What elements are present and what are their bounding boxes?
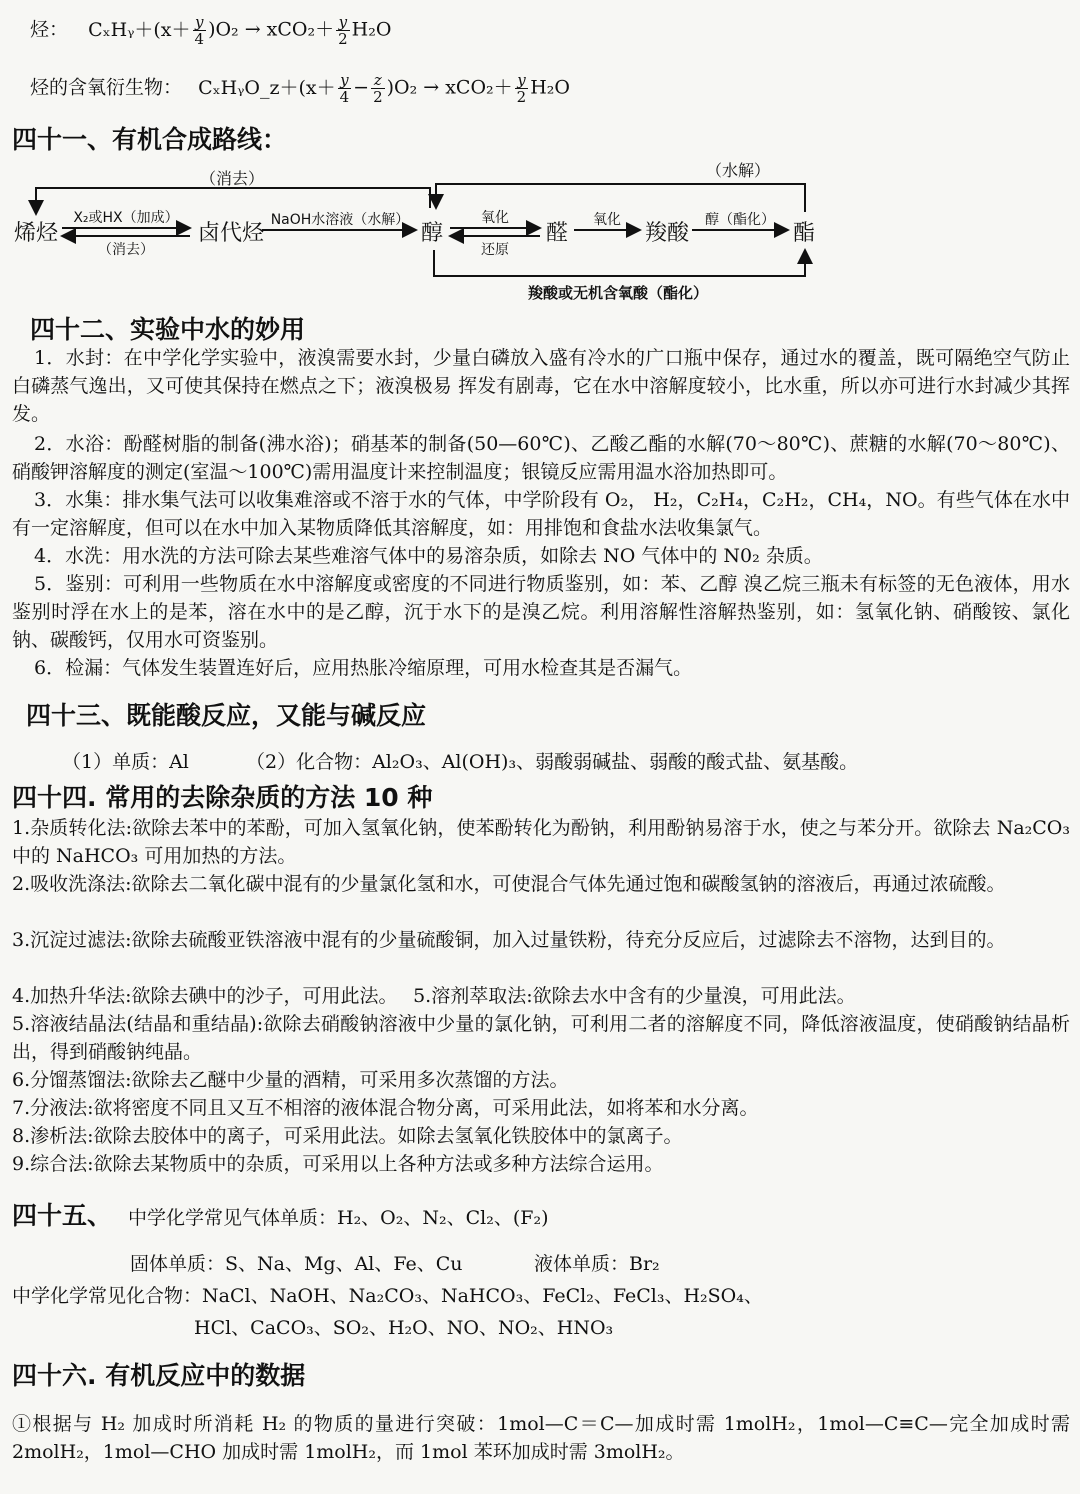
hydrocarbon-lhs: CₓHᵧ＋(x＋ bbox=[88, 18, 191, 41]
hydrolysis-loop-arrow bbox=[436, 184, 805, 212]
section-44-title: 四十四. 常用的去除杂质的方法 10 种 bbox=[12, 783, 433, 812]
hydrocarbon-rhs: H₂O bbox=[351, 18, 392, 41]
fraction-y-over-2: $\frac{y}{2}$ bbox=[516, 71, 527, 106]
addition-label: X₂或HX（加成） bbox=[73, 210, 179, 226]
oxidize-label-2: 氧化 bbox=[593, 212, 621, 228]
hydrocarbon-mid: )O₂ → xCO₂＋ bbox=[208, 18, 335, 41]
impurity-method-8: 8.渗析法:欲除去胶体中的离子，可采用此法。如除去氢氧化铁胶体中的氯离子。 bbox=[12, 1125, 683, 1147]
liquid-elements: 液体单质：Br₂ bbox=[534, 1253, 660, 1275]
node-ester: 酯 bbox=[793, 221, 816, 246]
impurity-method-3: 3.沉淀过滤法:欲除去硫酸亚铁溶液中混有的少量硫酸铜，加入过量铁粉，待充分反应后，过滤除去不溶物，达到目的。 bbox=[12, 929, 1006, 951]
hydrocarbon-formula bbox=[30, 14, 391, 47]
common-compounds-line-2: HCl、CaCO₃、SO₂、H₂O、NO、NO₂、HNO₃ bbox=[194, 1317, 614, 1339]
oxidize-label-1: 氧化 bbox=[481, 210, 509, 226]
solid-elements: 固体单质：S、Na、Mg、Al、Fe、Cu bbox=[130, 1253, 463, 1275]
fraction-z-over-2: $\frac{z}{2}$ bbox=[373, 71, 383, 106]
water-use-item-1: 1．水封：在中学化学实验中，液溴需要水封，少量白磷放入盛有冷水的广口瓶中保存，通过水的覆盖，既可隔绝空气防止白磷蒸气逸出，又可使其保持在燃点之下；液溴极易 挥发有剧毒，它在水中溶解度较小，比水重，所以亦可进行水封减少其挥发。 bbox=[12, 347, 1070, 425]
node-alkene: 烯烃 bbox=[14, 221, 59, 246]
organic-synthesis-diagram bbox=[0, 160, 1080, 310]
water-use-item-4: 4．水洗：用水洗的方法可除去某些难溶气体中的易溶杂质，如除去 NO 气体中的 N0₂ 杂质。 bbox=[34, 545, 823, 567]
common-gases: 中学化学常见气体单质：H₂、O₂、N₂、Cl₂、(F₂) bbox=[128, 1207, 549, 1229]
section-45-title: 四十五、 bbox=[12, 1201, 113, 1230]
common-compounds-line-1: 中学化学常见化合物：NaCl、NaOH、Na₂CO₃、NaHCO₃、FeCl₂、FeCl₃、H₂SO₄、 bbox=[12, 1285, 763, 1307]
h2-addition-data: ①根据与 H₂ 加成时所消耗 H₂ 的物质的量进行突破：1mol—C＝C—加成时需 1molH₂，1mol—C≡C—完全加成时需 2molH₂，1mol—CHO 加成时需 1molH₂，而 1mol 苯环加成时需 3molH₂。 bbox=[12, 1413, 1070, 1463]
hydrocarbon-label: 烃： bbox=[30, 18, 69, 41]
node-aldehyde: 醛 bbox=[546, 221, 569, 246]
impurity-method-7: 7.分液法:欲将密度不同且又互不相溶的液体混合物分离，可采用此法，如将苯和水分离。 bbox=[12, 1097, 759, 1119]
impurity-method-6: 6.分馏蒸馏法:欲除去乙醚中少量的酒精，可采用多次蒸馏的方法。 bbox=[12, 1069, 569, 1091]
oxy-label: 烃的含氧衍生物： bbox=[30, 76, 183, 99]
hydrolysis-top-label: （水解） bbox=[705, 161, 771, 180]
oxy-rhs: H₂O bbox=[530, 76, 570, 99]
oxy-minus: − bbox=[353, 76, 370, 99]
section-43-title: 四十三、既能酸反应，又能与碱反应 bbox=[26, 701, 427, 730]
fraction-y-over-4: $\frac{y}{4}$ bbox=[339, 71, 350, 106]
impurity-method-2: 2.吸收洗涤法:欲除去二氧化碳中混有的少量氯化氢和水，可使混合气体先通过饱和碳酸氢钠的溶液后，再通过浓硫酸。 bbox=[12, 873, 1006, 895]
section-46-title: 四十六. 有机反应中的数据 bbox=[12, 1361, 306, 1390]
elimination-low-label: （消去） bbox=[98, 242, 154, 258]
water-use-item-5: 5．鉴别：可利用一些物质在水中溶解度或密度的不同进行物质鉴别，如：苯、乙醇 溴乙烷三瓶未有标签的无色液体，用水鉴别时浮在水上的是苯，溶在水中的是乙醇，沉于水下的是溴乙烷。利用溶解性溶解热鉴别，如：氢氧化钠、硝酸铵、氯化钠、碳酸钙，仅用水可资鉴别。 bbox=[12, 573, 1070, 651]
compound-amphoteric: （2）化合物：Al₂O₃、Al(OH)₃、弱酸弱碱盐、弱酸的酸式盐、氨基酸。 bbox=[246, 751, 859, 773]
reduce-label: 还原 bbox=[481, 242, 509, 258]
impurity-method-4-5: 4.加热升华法:欲除去碘中的沙子，可用此法。 5.溶剂萃取法:欲除去水中含有的少量溴，可用此法。 bbox=[12, 985, 856, 1007]
water-use-item-6: 6．检漏：气体发生装置连好后，应用热胀冷缩原理，可用水检查其是否漏气。 bbox=[34, 657, 693, 679]
water-use-item-2: 2．水浴：酚醛树脂的制备(沸水浴)；硝基苯的制备(50—60℃)、乙酸乙酯的水解(70～80℃)、蔗糖的水解(70～80℃)、硝酸钾溶解度的测定(室温～100℃)需用温度计来控制温度；银镜反应需用温水浴加热即可。 bbox=[12, 433, 1070, 483]
fraction-y-over-2: $\frac{y}{2}$ bbox=[338, 13, 348, 48]
oxy-derivative-formula bbox=[30, 72, 570, 105]
oxy-lhs: CₓHᵧO_z＋(x＋ bbox=[198, 76, 336, 99]
impurity-method-crystallization: 5.溶液结晶法(结晶和重结晶):欲除去硝酸钠溶液中少量的氯化钠，可利用二者的溶解度不同，降低溶液温度，使硝酸钠结晶析出，得到硝酸钠纯晶。 bbox=[12, 1013, 1070, 1063]
section-42-title: 四十二、实验中水的妙用 bbox=[30, 315, 306, 344]
section-41-title: 四十一、有机合成路线： bbox=[12, 125, 288, 154]
impurity-method-9: 9.综合法:欲除去某物质中的杂质，可采用以上各种方法或多种方法综合运用。 bbox=[12, 1153, 664, 1175]
elimination-top-label: （消去） bbox=[199, 169, 265, 188]
node-alcohol: 醇 bbox=[421, 221, 444, 246]
fraction-y-over-4: $\frac{y}{4}$ bbox=[194, 13, 205, 48]
oxy-mid: )O₂ → xCO₂＋ bbox=[386, 76, 513, 99]
esterify-label: 醇（酯化） bbox=[705, 212, 775, 228]
water-use-item-3: 3．水集：排水集气法可以收集难溶或不溶于水的气体，中学阶段有 O₂， H₂，C₂H₄，C₂H₂，CH₄，NO。有些气体在水中有一定溶解度，但可以在水中加入某物质降低其溶解度，如：用排饱和食盐水法收集氯气。 bbox=[12, 489, 1070, 539]
naoh-label: NaOH水溶液（水解） bbox=[270, 212, 410, 228]
node-halide: 卤代烃 bbox=[198, 221, 265, 246]
elemental-amphoteric: （1）单质：Al bbox=[62, 751, 189, 773]
impurity-method-1: 1.杂质转化法:欲除去苯中的苯酚，可加入氢氧化钠，使苯酚转化为酚钠，利用酚钠易溶于水，使之与苯分开。欲除去 Na₂CO₃ 中的 NaHCO₃ 可用加热的方法。 bbox=[12, 817, 1070, 867]
bottom-esterification-label: 羧酸或无机含氧酸（酯化） bbox=[527, 284, 709, 302]
node-acid: 羧酸 bbox=[645, 221, 690, 246]
